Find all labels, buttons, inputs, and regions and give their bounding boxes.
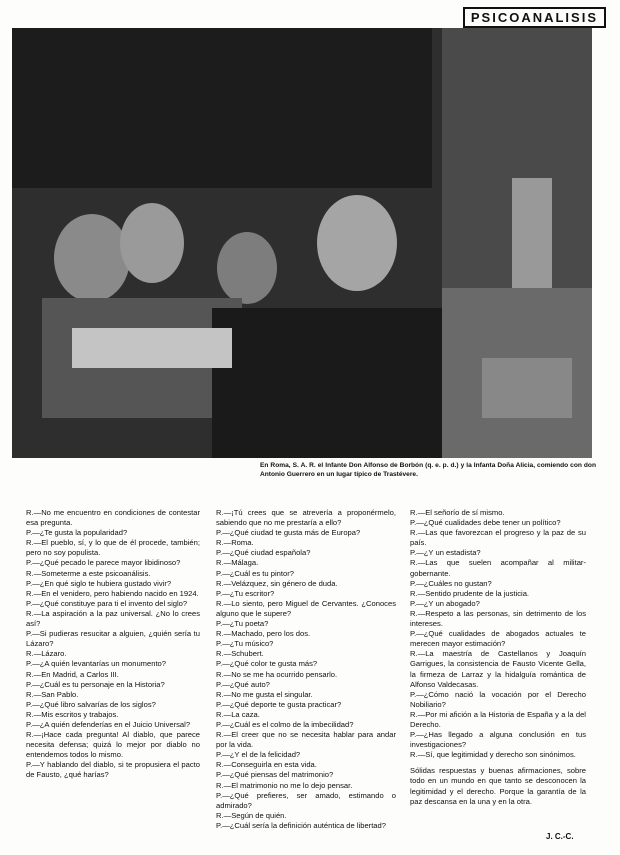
- paragraph: P.—¿Y un estadista?: [410, 548, 481, 558]
- paragraph: R.—El pueblo, sí, y lo que de él procede, también; pero no soy populista.: [26, 538, 200, 558]
- paragraph: R.—El matrimonio no me lo dejo pensar.: [216, 780, 353, 790]
- text-column-2: [216, 508, 396, 831]
- article-photo: [12, 28, 592, 458]
- paragraph: R.—Málaga.: [216, 558, 259, 568]
- paragraph: P.—¿A quién levantarías un monumento?: [26, 659, 167, 669]
- paragraph: P.—¿Cuál es el colmo de la imbecilidad?: [216, 719, 354, 729]
- paragraph: R.—No se me ha ocurrido pensarlo.: [216, 669, 338, 679]
- section-header: PSICOANALISIS: [463, 7, 606, 28]
- paragraph: R.—Schubert.: [216, 649, 264, 659]
- paragraph: P.—¿Cuál sería la definición auténtica de libertad?: [216, 820, 386, 830]
- paragraph: R.—En el venidero, pero habiendo nacido en 1924.: [26, 588, 199, 598]
- paragraph: P.—¿Cuál es tu personaje en la Historia?: [26, 679, 165, 689]
- paragraph: R.—Las que favorezcan el progreso y la paz de su país.: [410, 528, 586, 548]
- paragraph: R.—No me gusta el singular.: [216, 689, 313, 699]
- paragraph: R.—San Pablo.: [26, 689, 79, 699]
- paragraph: R.—Respeto a las personas, sin detrimento de los intereses.: [410, 608, 586, 629]
- paragraph: P.—¿Qué ciudad te gusta más de Europa?: [216, 528, 361, 538]
- paragraph: P.—¿Qué prefieres, ser amado, estimando o admirado?: [216, 790, 396, 810]
- paragraph: R.—Someterme a este psicoanálisis.: [26, 568, 151, 578]
- paragraph: P.—¿Qué pecado le parece mayor libidinoso?: [26, 558, 181, 568]
- paragraph: P.—¿Cómo nació la vocación por el Derecho Nobiliario?: [410, 689, 586, 709]
- paragraph: P.—¿Tu escritor?: [216, 588, 275, 598]
- paragraph: P.—¿Qué auto?: [216, 679, 270, 689]
- paragraph: R.—Las que suelen acompañar al militar-gobernante.: [410, 558, 586, 578]
- paragraph: P.—Y hablando del diablo, si te propusiera el pacto de Fausto, ¿qué harías?: [26, 760, 200, 780]
- photo-caption: En Roma, S. A. R. el Infante Don Alfonso de Borbón (q. e. p. d.) y la Infanta Doña Alicia, comiendo con don Antonio Guerrero en un lugar típico de Trastévere.: [260, 462, 596, 478]
- paragraph: P.—¿Qué constituye para ti el invento del siglo?: [26, 598, 188, 608]
- paragraph: P.—¿Tu poeta?: [216, 619, 269, 629]
- paragraph: P.—¿Qué ciudad española?: [216, 548, 311, 558]
- paragraph: R.—Conseguirla en esta vida.: [216, 760, 317, 770]
- paragraph: P.—Si pudieras resucitar a alguien, ¿quién sería tu Lázaro?: [26, 629, 200, 649]
- paragraph: P.—¿Te gusta la popularidad?: [26, 528, 128, 538]
- paragraph: R.—Lázaro.: [26, 649, 67, 659]
- author-signature: J. C.-C.: [546, 832, 574, 841]
- paragraph: P.—¿Y el de la felicidad?: [216, 750, 301, 760]
- text-column-1: [26, 508, 200, 781]
- paragraph: P.—¿Cuál es tu pintor?: [216, 568, 294, 578]
- paragraph: R.—Mis escritos y trabajos.: [26, 709, 119, 719]
- paragraph: R.—No me encuentro en condiciones de contestar esa pregunta.: [26, 508, 200, 528]
- paragraph: P.—¿Qué cualidades debe tener un político?: [410, 518, 561, 528]
- paragraph: R.—La caza.: [216, 709, 260, 719]
- paragraph: P.—¿Qué deporte te gusta practicar?: [216, 699, 342, 709]
- paragraph: P.—¿Qué libro salvarías de los siglos?: [26, 699, 156, 709]
- paragraph: R.—Machado, pero los dos.: [216, 629, 311, 639]
- paragraph: R.—Sí, que legitimidad y derecho son sinónimos.: [410, 750, 576, 760]
- paragraph: P.—¿Tu músico?: [216, 639, 274, 649]
- paragraph: R.—El señorío de sí mismo.: [410, 508, 505, 517]
- closing-paragraph: Sólidas respuestas y buenas afirmaciones, sobre todo en un mundo en que tanto se desconocen la legitimidad y el derecho. Porque la garantía de la paz descansa en la una y en la otra.: [410, 766, 586, 806]
- photo-illustration: [12, 28, 592, 458]
- paragraph: R.—¡Tú crees que se atrevería a proponérmelo, sabiendo que no me prestaría a ello?: [216, 508, 396, 528]
- paragraph: R.—En Madrid, a Carlos III.: [26, 669, 119, 679]
- paragraph: R.—Según de quién.: [216, 810, 287, 820]
- paragraph: P.—¿A quién defenderías en el Juicio Universal?: [26, 719, 191, 729]
- paragraph: P.—¿Cuáles no gustan?: [410, 578, 492, 588]
- paragraph: P.—¿Qué color te gusta más?: [216, 659, 318, 669]
- paragraph: R.—Roma.: [216, 538, 254, 548]
- paragraph: R.—La aspiración a la paz universal. ¿No lo crees así?: [26, 608, 200, 629]
- paragraph: R.—El creer que no se necesita hablar para andar por la vida.: [216, 730, 396, 750]
- paragraph: R.—¡Hace cada pregunta! Al diablo, que parece necesita defensa; quizá lo mejor por diablo no entendemos todos lo mismo.: [26, 730, 200, 760]
- paragraph: R.—La maestría de Castellanos y Joaquín Garrigues, la consistencia de Fausto Vicente Gella, la firmeza de Larraz y la hidalguía romántica de Alfonso Valdecasas.: [410, 649, 586, 689]
- paragraph: P.—¿Y un abogado?: [410, 598, 480, 608]
- paragraph: P.—¿Qué cualidades de abogados actuales te merecen mayor estimación?: [410, 629, 586, 649]
- paragraph: P.—¿Has llegado a alguna conclusión en tus investigaciones?: [410, 730, 586, 750]
- paragraph: P.—¿En qué siglo te hubiera gustado vivir?: [26, 578, 172, 588]
- paragraph: P.—¿Qué piensas del matrimonio?: [216, 770, 334, 780]
- paragraph: R.—Por mi afición a la Historia de España y a la del Derecho.: [410, 709, 586, 729]
- paragraph: R.—Lo siento, pero Miguel de Cervantes. ¿Conoces alguno que le supere?: [216, 598, 396, 618]
- paragraph: R.—Velázquez, sin género de duda.: [216, 578, 338, 588]
- text-column-3: [410, 508, 586, 807]
- paragraph: R.—Sentido prudente de la justicia.: [410, 588, 530, 598]
